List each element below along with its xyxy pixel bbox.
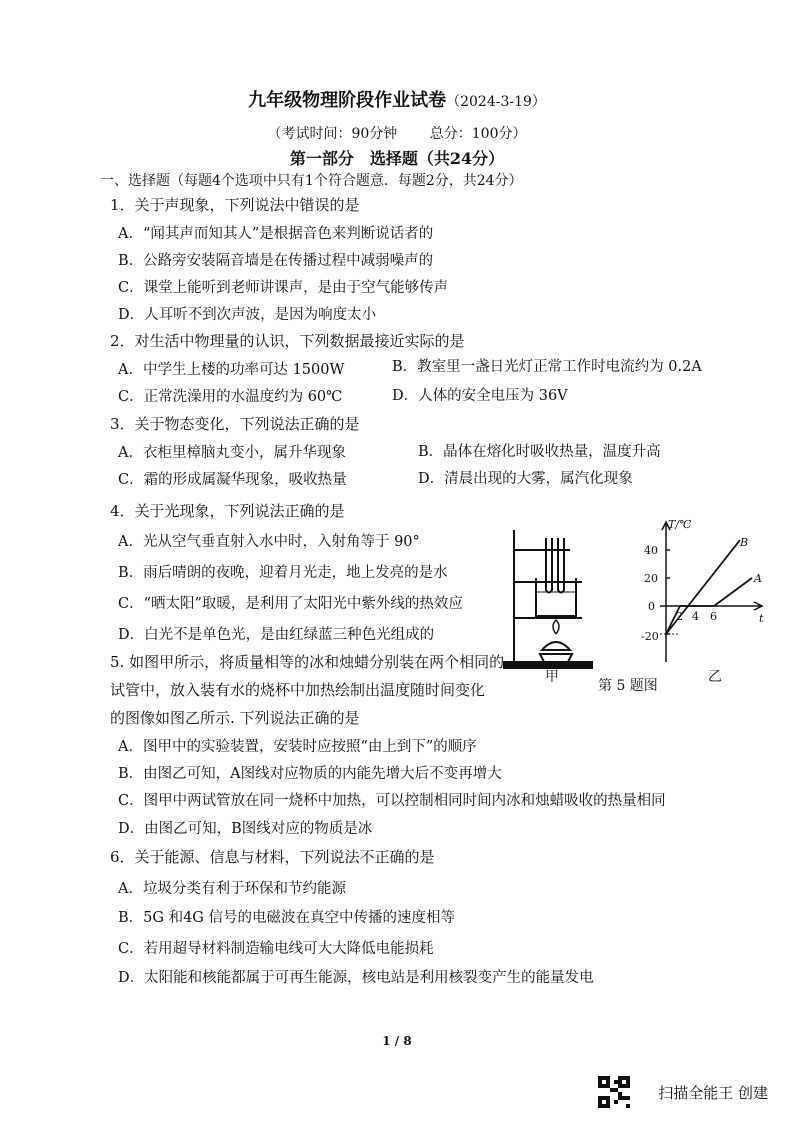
y-axis-label: T/℃ xyxy=(668,518,692,531)
exam-score: 总分：100分） xyxy=(429,126,527,142)
figure-jia-label: 甲 xyxy=(545,669,559,685)
q2-option-c: C．正常洗澡用的水温度约为 60℃ xyxy=(118,389,343,405)
title-text: 九年级物理阶段作业试卷 xyxy=(248,90,447,111)
q5-stem-line2: 试管中，放入装有水的烧杯中加热绘制出温度随时间变化 xyxy=(110,681,486,699)
q2-option-d: D．人体的安全电压为 36V xyxy=(392,388,568,404)
q3-option-c: C．霜的形成属凝华现象，吸收热量 xyxy=(118,472,347,488)
q6-option-d: D．太阳能和核能都属于可再生能源，核电站是利用核裂变产生的能量发电 xyxy=(118,970,594,986)
q6-option-b: B．5G 和4G 信号的电磁波在真空中传播的速度相等 xyxy=(118,910,455,926)
figure-caption: 第 5 题图 xyxy=(598,678,658,694)
q1-option-c: C．课堂上能听到老师讲课声，是由于空气能够传声 xyxy=(118,280,449,296)
q4-option-c: C．“晒太阳”取暖，是利用了太阳光中紫外线的热效应 xyxy=(118,596,463,612)
page-number: 1 / 8 xyxy=(382,1034,412,1048)
exam-meta xyxy=(0,123,794,143)
x-tick-label-4: 4 xyxy=(692,610,699,623)
q3-option-d: D．清晨出现的大雾，属汽化现象 xyxy=(418,471,633,487)
alcohol-lamp xyxy=(542,642,570,650)
apparatus-figure xyxy=(500,522,600,672)
q5-option-c: C．图甲中两试管放在同一烧杯中加热，可以控制相同时间内冰和烛蜡吸收的热量相同 xyxy=(118,793,666,809)
y-tick-label-minus20: -20 xyxy=(641,630,659,643)
q5-stem-line3: 的图像如图乙所示. 下列说法正确的是 xyxy=(110,709,360,727)
test-tube-2 xyxy=(558,538,564,593)
q3-stem: 3．关于物态变化，下列说法正确的是 xyxy=(110,415,360,433)
q5-option-b: B．由图乙可知，A图线对应物质的内能先增大后不变再增大 xyxy=(118,766,502,782)
q1-option-d: D．人耳听不到次声波，是因为响度太小 xyxy=(118,307,377,323)
line-b-label: B xyxy=(740,536,749,549)
q4-option-d: D．白光不是单色光，是由红绿蓝三种色光组成的 xyxy=(118,627,435,643)
q1-option-a: A．“闻其声而知其人”是根据音色来判断说话者的 xyxy=(118,226,434,242)
flame xyxy=(553,620,559,634)
scanner-watermark: 扫描全能王 创建 xyxy=(658,1084,768,1102)
q4-stem: 4．关于光现象，下列说法正确的是 xyxy=(110,502,345,520)
figure-yi-label: 乙 xyxy=(708,669,722,685)
q5-option-d: D．由图乙可知，B图线对应的物质是冰 xyxy=(118,821,373,837)
line-a-label: A xyxy=(754,572,762,585)
q5-stem-line1: 5. 如图甲所示，将质量相等的冰和烛蜡分别装在两个相同的 xyxy=(110,653,505,671)
q2-stem: 2．对生活中物理量的认识，下列数据最接近实际的是 xyxy=(110,332,465,350)
title-date: （2024-3-19） xyxy=(446,94,546,110)
q3-option-b: B．晶体在熔化时吸收热量，温度升高 xyxy=(418,444,661,460)
q2-option-b: B．教室里一盏日光灯正常工作时电流约为 0.2A xyxy=(392,359,702,375)
exam-title xyxy=(0,86,794,112)
q6-option-c: C．若用超导材料制造输电线可大大降低电能损耗 xyxy=(118,941,434,957)
x-tick-label-6: 6 xyxy=(710,610,717,623)
qr-code-icon xyxy=(598,1076,630,1108)
test-tube-1 xyxy=(546,538,552,593)
q1-stem: 1．关于声现象，下列说法中错误的是 xyxy=(110,196,360,214)
q2-option-a: A．中学生上楼的功率可达 1500W xyxy=(118,362,345,378)
q6-stem: 6．关于能源、信息与材料，下列说法不正确的是 xyxy=(110,848,435,866)
temperature-graph xyxy=(640,516,770,666)
q5-option-a: A．图甲中的实验装置，安装时应按照“由上到下”的顺序 xyxy=(118,739,477,755)
y-tick-label-40: 40 xyxy=(644,544,658,557)
q1-option-b: B．公路旁安装隔音墙是在传播过程中减弱噪声的 xyxy=(118,253,434,269)
q3-option-a: A．衣柜里樟脑丸变小，属升华现象 xyxy=(118,445,346,461)
q6-option-a: A．垃圾分类有利于环保和节约能源 xyxy=(118,881,346,897)
beaker xyxy=(536,578,576,616)
y-tick-label-0: 0 xyxy=(648,600,655,613)
x-tick-label-2: 2 xyxy=(676,610,683,623)
x-axis-label: t xyxy=(759,612,764,625)
q4-option-a: A．光从空气垂直射入水中时，入射角等于 90° xyxy=(118,534,420,550)
part-heading: 第一部分 选择题（共24分） xyxy=(289,149,505,168)
q4-option-b: B．雨后晴朗的夜晚，迎着月光走，地上发亮的是水 xyxy=(118,565,448,581)
exam-time: （考试时间：90分钟 xyxy=(267,126,398,142)
lamp-base xyxy=(540,654,572,662)
section-heading: 一、选择题（每题4个选项中只有1个符合题意．每题2分，共24分） xyxy=(100,173,523,189)
y-tick-label-20: 20 xyxy=(644,572,658,585)
